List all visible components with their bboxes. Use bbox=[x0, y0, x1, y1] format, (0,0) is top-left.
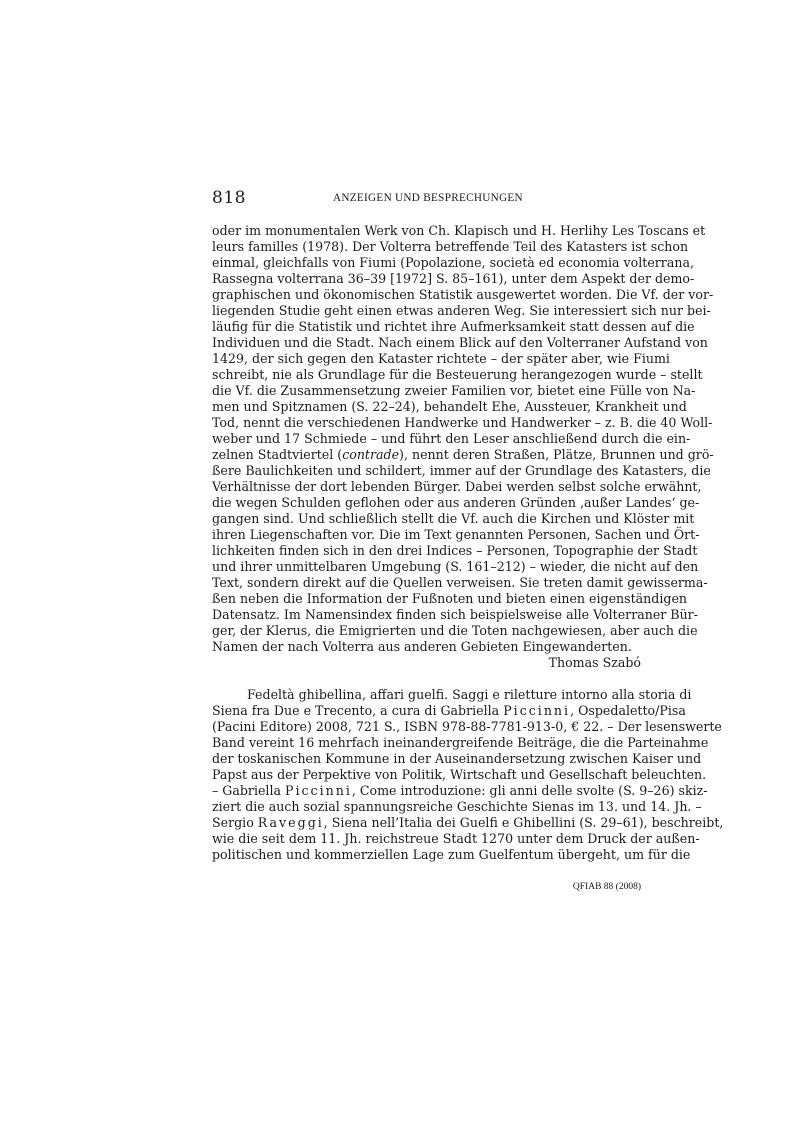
text-line: lichkeiten finden sich in den drei Indices – Personen, Topographie der Stadt bbox=[212, 543, 698, 558]
text-line: oder im monumentalen Werk von Ch. Klapisch und H. Herlihy Les Toscans et bbox=[212, 223, 706, 238]
text-line: liegenden Studie geht einen etwas anderen Weg. Sie interessiert sich nur bei- bbox=[212, 303, 711, 318]
text-line bbox=[212, 815, 724, 831]
text-line: weber und 17 Schmiede – und führt den Leser anschließend durch die ein- bbox=[212, 431, 691, 446]
text-segment: – Gabriella bbox=[212, 783, 285, 798]
text-segment: , Ospedaletto/Pisa bbox=[570, 703, 686, 718]
text-segment: zelnen Stadtviertel ( bbox=[212, 447, 343, 462]
text-line: schreibt, nie als Grundlage für die Besteuerung herangezogen wurde – stellt bbox=[212, 367, 703, 382]
text-line: Band vereint 16 mehrfach ineinandergreifende Beiträge, die die Parteinahme bbox=[212, 735, 709, 750]
text-line: (Pacini Editore) 2008, 721 S., ISBN 978-88-7781-913-0, € 22. – Der lesenswerte bbox=[212, 719, 722, 734]
text-segment: , Come introduzione: gli anni delle svolte (S. 9–26) skiz- bbox=[351, 783, 708, 798]
page-number: 818 bbox=[212, 188, 246, 208]
text-line: Individuen und die Stadt. Nach einem Blick auf den Volterraner Aufstand von bbox=[212, 335, 708, 350]
text-line bbox=[212, 783, 708, 799]
review-author: Thomas Szabó bbox=[548, 655, 641, 670]
italic-term: contrade bbox=[342, 447, 400, 462]
author-name: Raveggi bbox=[257, 815, 324, 830]
author-name: Piccinni bbox=[285, 783, 352, 798]
text-line: Rassegna volterrana 36–39 [1972] S. 85–161), unter dem Aspekt der demo- bbox=[212, 271, 695, 286]
text-line: der toskanischen Kommune in der Auseinandersetzung zwischen Kaiser und bbox=[212, 751, 702, 766]
text-line: Namen der nach Volterra aus anderen Gebieten Eingewanderten. bbox=[212, 639, 632, 654]
text-line: die wegen Schulden geflohen oder aus anderen Gründen ‚außer Landes‘ ge- bbox=[212, 495, 700, 510]
text-line: politischen und kommerziellen Lage zum Guelfentum übergeht, um für die bbox=[212, 847, 691, 862]
text-line: ihren Liegenschaften vor. Die im Text genannten Personen, Sachen und Ört- bbox=[212, 527, 700, 542]
text-line: gangen sind. Und schließlich stellt die Vf. auch die Kirchen und Klöster mit bbox=[212, 511, 695, 526]
text-line: leurs familles (1978). Der Volterra betreffende Teil des Katasters ist schon bbox=[212, 239, 689, 254]
text-segment: ), nennt deren Straßen, Plätze, Brunnen und grö- bbox=[399, 447, 714, 462]
text-line: ßen neben die Information der Fußnoten und bieten einen eigenständigen bbox=[212, 591, 688, 606]
text-line: men und Spitznamen (S. 22–24), behandelt Ehe, Aussteuer, Krankheit und bbox=[212, 399, 687, 414]
text-line: ßere Baulichkeiten und schildert, immer auf der Grundlage des Katasters, die bbox=[212, 463, 711, 478]
text-line: Datensatz. Im Namensindex finden sich beispielsweise alle Volterraner Bür- bbox=[212, 607, 698, 622]
text-line: Verhältnisse der dort lebenden Bürger. Dabei werden selbst solche erwähnt, bbox=[212, 479, 702, 494]
text-segment: Siena fra Due e Trecento, a cura di Gabriella bbox=[212, 703, 504, 718]
text-segment: Sergio bbox=[212, 815, 258, 830]
text-line: 1429, der sich gegen den Kataster richtete – der später aber, wie Fiumi bbox=[212, 351, 670, 366]
text-line: graphischen und ökonomischen Statistik ausgewertet worden. Die Vf. der vor- bbox=[212, 287, 714, 302]
text-line: läufig für die Statistik und richtet ihre Aufmerksamkeit statt dessen auf die bbox=[212, 319, 695, 334]
journal-footer: QFIAB 88 (2008) bbox=[572, 882, 641, 892]
text-line: ziert die auch sozial spannungsreiche Geschichte Sienas im 13. und 14. Jh. – bbox=[212, 799, 702, 814]
text-segment: , Siena nell’Italia dei Guelfi e Ghibellini (S. 29–61), beschreibt, bbox=[323, 815, 724, 830]
text-line: die Vf. die Zusammensetzung zweier Familien vor, bietet eine Fülle von Na- bbox=[212, 383, 696, 398]
running-head: ANZEIGEN UND BESPRECHUNGEN bbox=[333, 192, 523, 204]
text-line: ger, der Klerus, die Emigrierten und die Toten nachgewiesen, aber auch die bbox=[212, 623, 698, 638]
text-line bbox=[212, 703, 686, 719]
text-line: Tod, nennt die verschiedenen Handwerke und Handwerker – z. B. die 40 Woll- bbox=[212, 415, 713, 430]
text-line: Fedeltà ghibellina, affari guelfi. Saggi e riletture intorno alla storia di bbox=[247, 687, 692, 702]
author-name: Piccinni bbox=[503, 703, 571, 718]
text-line: Papst aus der Perpektive von Politik, Wirtschaft und Gesellschaft beleuchten. bbox=[212, 767, 707, 782]
text-line: Text, sondern direkt auf die Quellen verweisen. Sie treten damit gewisserma- bbox=[212, 575, 708, 590]
text-line bbox=[212, 447, 714, 463]
text-line: wie die seit dem 11. Jh. reichstreue Stadt 1270 unter dem Druck der außen- bbox=[212, 831, 700, 846]
text-line: und ihrer unmittelbaren Umgebung (S. 161–212) – wieder, die nicht auf den bbox=[212, 559, 699, 574]
text-line: einmal, gleichfalls von Fiumi (Popolazione, società ed economia volterrana, bbox=[212, 255, 694, 270]
